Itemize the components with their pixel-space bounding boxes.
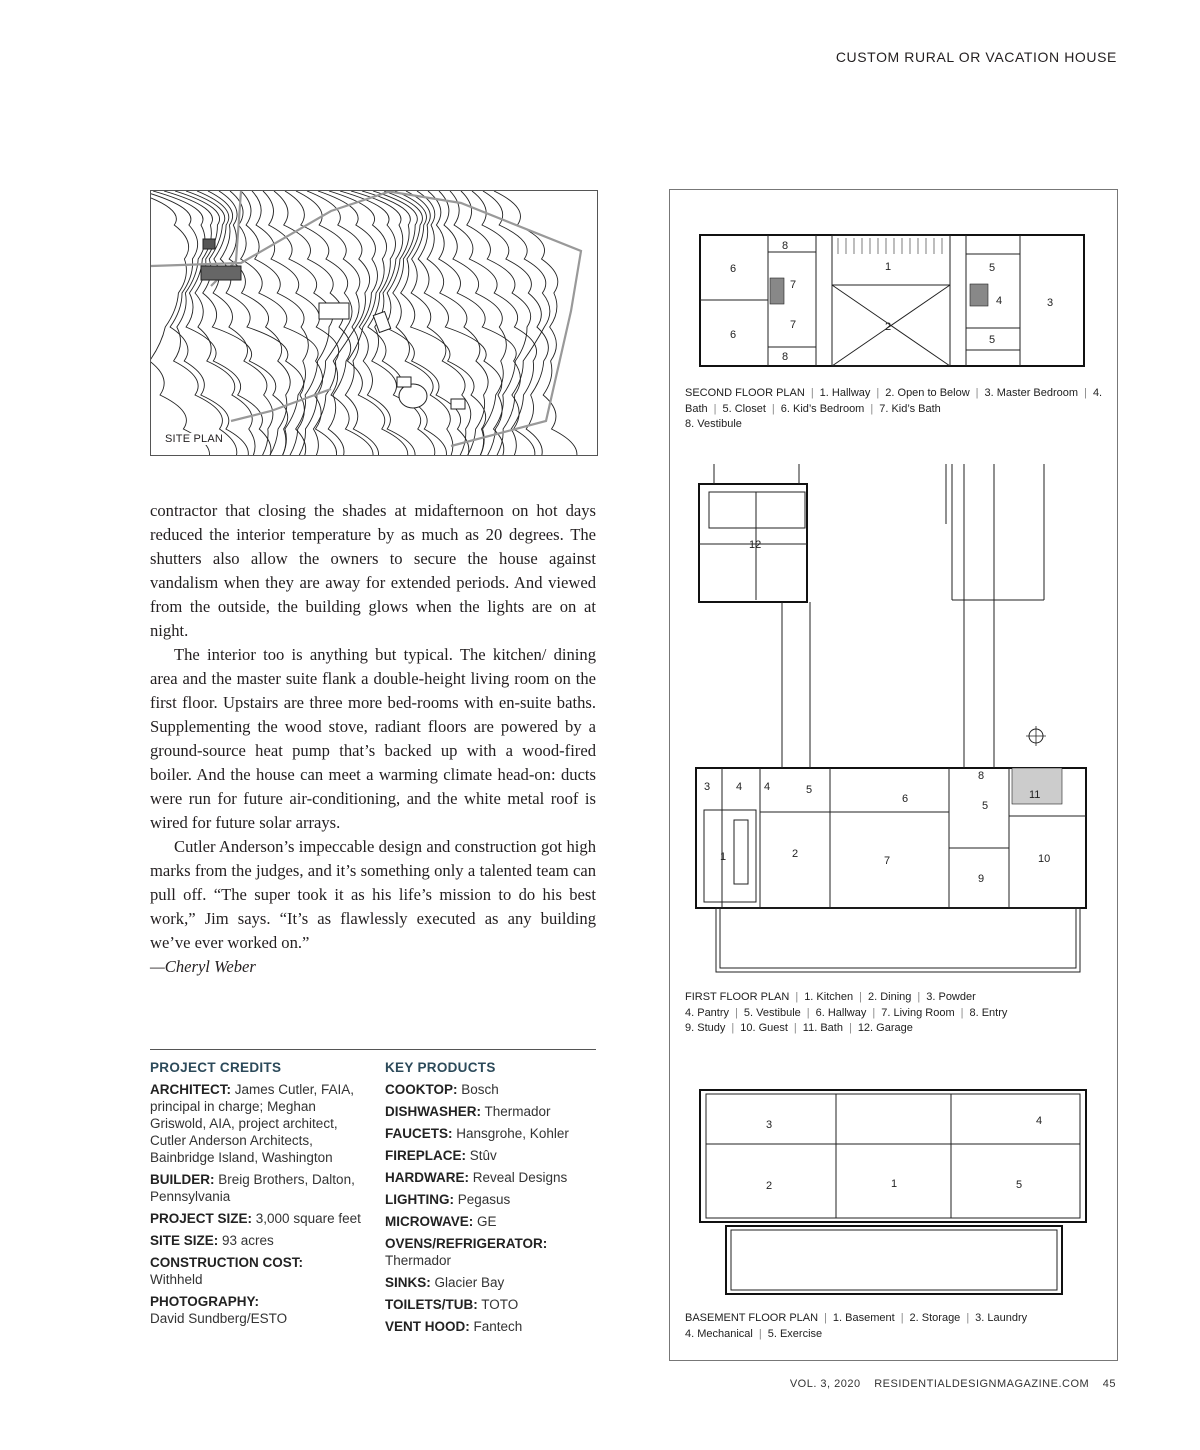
contour-line — [494, 191, 577, 455]
credit-value: James Cutler, FAIA, principal in charge; Meghan Griswold, AIA, project architect, Cutler Anderson Architects, Bainbridge Island, Washington — [150, 1082, 355, 1165]
basement-floor-plan — [696, 1086, 1090, 1298]
room-number: 12 — [749, 539, 762, 551]
product-item — [385, 1125, 600, 1142]
room-number: 4 — [764, 781, 771, 793]
room-number: 4 — [996, 295, 1003, 307]
second-floor-plan — [698, 232, 1088, 368]
credit-value: Breig Brothers, Dalton, Pennsylvania — [150, 1172, 355, 1204]
credit-value: 93 acres — [222, 1233, 274, 1248]
product-item — [385, 1169, 600, 1186]
credit-item — [150, 1232, 365, 1249]
product-item — [385, 1081, 600, 1098]
legend-item: 3. Powder — [926, 991, 976, 1003]
caption-title: FIRST FLOOR PLAN — [685, 991, 790, 1003]
credit-value: Withheld — [150, 1272, 203, 1287]
room-number: 4 — [1036, 1115, 1043, 1127]
product-item — [385, 1296, 600, 1313]
room-number: 11 — [1029, 789, 1041, 801]
contour-line — [428, 191, 520, 455]
credit-key: PHOTOGRAPHY: — [150, 1294, 260, 1309]
legend-item: 7. Living Room — [881, 1006, 955, 1019]
room-number: 5 — [1016, 1179, 1023, 1191]
product-value: Glacier Bay — [434, 1275, 505, 1290]
room-number: 6 — [730, 329, 737, 341]
room-number: 1 — [891, 1178, 898, 1190]
product-item — [385, 1213, 600, 1230]
product-item — [385, 1147, 600, 1164]
legend-item: 8. Entry — [969, 1006, 1008, 1019]
contour-line — [318, 191, 415, 455]
credit-value: David Sundberg/ESTO — [150, 1311, 288, 1326]
product-key: LIGHTING: — [385, 1192, 454, 1207]
credit-item — [150, 1210, 365, 1227]
site-plan-figure — [150, 190, 598, 456]
legend-item: 12. Garage — [857, 1022, 913, 1034]
legend-item: 3. Laundry — [975, 1312, 1028, 1324]
legend-item: 1. Basement — [832, 1312, 895, 1324]
legend-item: 10. Guest — [740, 1022, 788, 1034]
footer-website: RESIDENTIALDESIGNMAGAZINE.COM — [874, 1378, 1090, 1390]
product-item — [385, 1191, 600, 1208]
contour-line — [406, 191, 502, 455]
room-number: 3 — [704, 781, 711, 793]
legend-item: 4. Pantry — [685, 1006, 730, 1019]
author-signature: —Cheryl Weber — [150, 957, 256, 976]
product-key: OVENS/REFRIGERATOR: — [385, 1236, 548, 1251]
legend-item: 7. Kid’s Bath — [879, 402, 941, 415]
site-plan-drawing — [151, 191, 597, 455]
legend-item: 1. Hallway — [819, 387, 871, 399]
key-products — [385, 1059, 600, 1340]
product-value: Thermador — [484, 1104, 551, 1119]
legend-item: 1. Kitchen — [804, 991, 854, 1003]
room-number: 7 — [790, 279, 797, 291]
credit-item — [150, 1171, 365, 1205]
contour-line — [153, 191, 237, 455]
room-number: 2 — [885, 321, 892, 333]
credit-key: PROJECT SIZE: — [150, 1211, 253, 1226]
product-key: DISHWASHER: — [385, 1104, 482, 1119]
room-number: 3 — [1047, 297, 1054, 309]
product-key: FIREPLACE: — [385, 1148, 466, 1163]
floor-plans-panel — [669, 189, 1118, 1361]
room-number: 7 — [884, 855, 891, 867]
room-number: 5 — [989, 334, 996, 346]
credit-key: CONSTRUCTION COST: — [150, 1255, 303, 1270]
credit-key: SITE SIZE: — [150, 1233, 219, 1248]
room-number: 5 — [806, 784, 813, 796]
project-credits — [150, 1059, 365, 1332]
product-value: Hansgrohe, Kohler — [456, 1126, 569, 1141]
page-number: 45 — [1102, 1378, 1116, 1390]
product-value: Stûv — [469, 1148, 497, 1163]
room-number: 8 — [782, 351, 789, 363]
legend-item: 11. Bath — [802, 1022, 843, 1034]
room-number: 5 — [989, 262, 996, 274]
product-key: TOILETS/TUB: — [385, 1297, 478, 1312]
paragraph-2: The interior too is anything but typical. The kitchen/ dining area and the master suite flank a double-height living room on the first floor. Upstairs are three more bed-rooms with en-suite baths. Supplementing the wood stove, radiant floors are powered by a ground-source heat pump that’s backed up with a wood-fired boiler. And the house can meet a warming climate head-on: ducts were run for future air-conditioning, and the white metal roof is wired for future solar arrays. — [150, 645, 596, 832]
product-key: SINKS: — [385, 1275, 431, 1290]
room-number: 5 — [982, 800, 989, 812]
legend-item: 4. Mechanical — [685, 1327, 753, 1340]
room-number: 2 — [766, 1180, 773, 1192]
product-value: Reveal Designs — [472, 1170, 568, 1185]
legend-item: 3. Master Bedroom — [984, 387, 1079, 399]
product-value: TOTO — [481, 1297, 519, 1312]
contour-line — [230, 191, 323, 455]
contour-line — [340, 191, 446, 455]
key-products-heading: KEY PRODUCTS — [385, 1060, 496, 1075]
credit-key: ARCHITECT: — [150, 1082, 231, 1097]
basement-caption: BASEMENT FLOOR PLAN | 1. Basement | 2. Storage | 3. Laundry 4. Mechanical | 5. Exercise — [685, 1312, 1028, 1340]
legend-item: 2. Open to Below — [885, 387, 970, 399]
product-key: COOKTOP: — [385, 1082, 458, 1097]
article-body — [150, 499, 596, 979]
contour-line — [461, 191, 531, 455]
section-label: CUSTOM RURAL OR VACATION HOUSE — [835, 49, 1117, 65]
room-number: 10 — [1038, 853, 1051, 865]
room-number: 9 — [978, 873, 985, 885]
contour-line — [151, 191, 248, 455]
product-item — [385, 1235, 600, 1269]
product-value: Fantech — [473, 1319, 523, 1334]
room-number: 8 — [978, 770, 985, 782]
paragraph-3: Cutler Anderson’s impeccable design and construction got high marks from the judges, and it’s something only a talented team can pull off. “The super took it as his life’s mission to do his best work,” Jim says. “It’s as flawlessly executed as any building we’ve ever worked on.” — [150, 837, 596, 952]
credit-item — [150, 1254, 365, 1288]
legend-item: 2. Dining — [867, 991, 912, 1003]
credit-key: BUILDER: — [150, 1172, 215, 1187]
credit-item — [150, 1293, 365, 1327]
contour-line — [307, 191, 373, 455]
paragraph-1: contractor that closing the shades at midafternoon on hot days reduced the interior temperature by as much as 20 degrees. The shutters also allow the owners to secure the house against vandalism when they are away for extended periods. And viewed from the outside, the building glows when the lights are on at night. — [150, 501, 596, 640]
credit-item — [150, 1081, 365, 1166]
product-value: GE — [477, 1214, 497, 1229]
legend-item: 6. Kid’s Bedroom — [780, 402, 865, 415]
product-item — [385, 1274, 600, 1291]
credit-value: 3,000 square feet — [255, 1211, 361, 1226]
legend-item: 6. Hallway — [815, 1006, 867, 1019]
footer-volume: VOL. 3, 2020 — [789, 1378, 861, 1390]
room-number: 2 — [792, 848, 799, 860]
room-number: 4 — [736, 781, 743, 793]
legend-item: 8. Vestibule — [685, 418, 742, 430]
product-item — [385, 1318, 600, 1335]
contour-line — [329, 191, 408, 455]
room-number: 6 — [902, 793, 909, 805]
product-key: HARDWARE: — [385, 1170, 469, 1185]
product-item — [385, 1103, 600, 1120]
site-plan-label: SITE PLAN — [165, 433, 224, 445]
legend-item: 2. Storage — [909, 1312, 961, 1324]
project-credits-heading: PROJECT CREDITS — [150, 1060, 282, 1075]
legend-item: 4. Bath — [685, 387, 1103, 415]
legend-item: 5. Vestibule — [743, 1006, 801, 1019]
product-value: Thermador — [385, 1253, 452, 1268]
first-floor-caption: FIRST FLOOR PLAN | 1. Kitchen | 2. Dining | 3. Powder 4. Pantry | 5. Vestibule | 6. Hallway | 7. Living Room | 8. Entry 9. Study | 10. Guest | 11. Bath | 12. Garage — [685, 991, 1008, 1034]
room-number: 6 — [730, 263, 737, 275]
room-number: 1 — [885, 261, 892, 273]
product-key: FAUCETS: — [385, 1126, 453, 1141]
caption-title: BASEMENT FLOOR PLAN — [685, 1312, 819, 1324]
first-floor-plan — [694, 464, 1090, 978]
room-number: 7 — [790, 319, 797, 331]
product-value: Pegasus — [457, 1192, 511, 1207]
room-number: 3 — [766, 1119, 773, 1131]
room-number: 8 — [782, 240, 789, 252]
contour-line — [439, 191, 506, 455]
product-value: Bosch — [461, 1082, 499, 1097]
legend-item: 5. Closet — [722, 402, 766, 415]
legend-item: 9. Study — [685, 1022, 726, 1034]
room-number: 1 — [720, 851, 727, 863]
second-floor-caption: SECOND FLOOR PLAN | 1. Hallway | 2. Open to Below | 3. Master Bedroom | 4. Bath | 5. Closet | 6. Kid’s Bedroom | 7. Kid’s Bath 8. Vestibule — [685, 387, 1103, 430]
contour-line — [296, 191, 379, 455]
caption-title: SECOND FLOOR PLAN — [685, 387, 805, 399]
product-key: VENT HOOD: — [385, 1319, 470, 1334]
credits-divider — [150, 1049, 596, 1050]
legend-item: 5. Exercise — [767, 1327, 823, 1340]
page-footer — [780, 1378, 1116, 1390]
product-key: MICROWAVE: — [385, 1214, 474, 1229]
